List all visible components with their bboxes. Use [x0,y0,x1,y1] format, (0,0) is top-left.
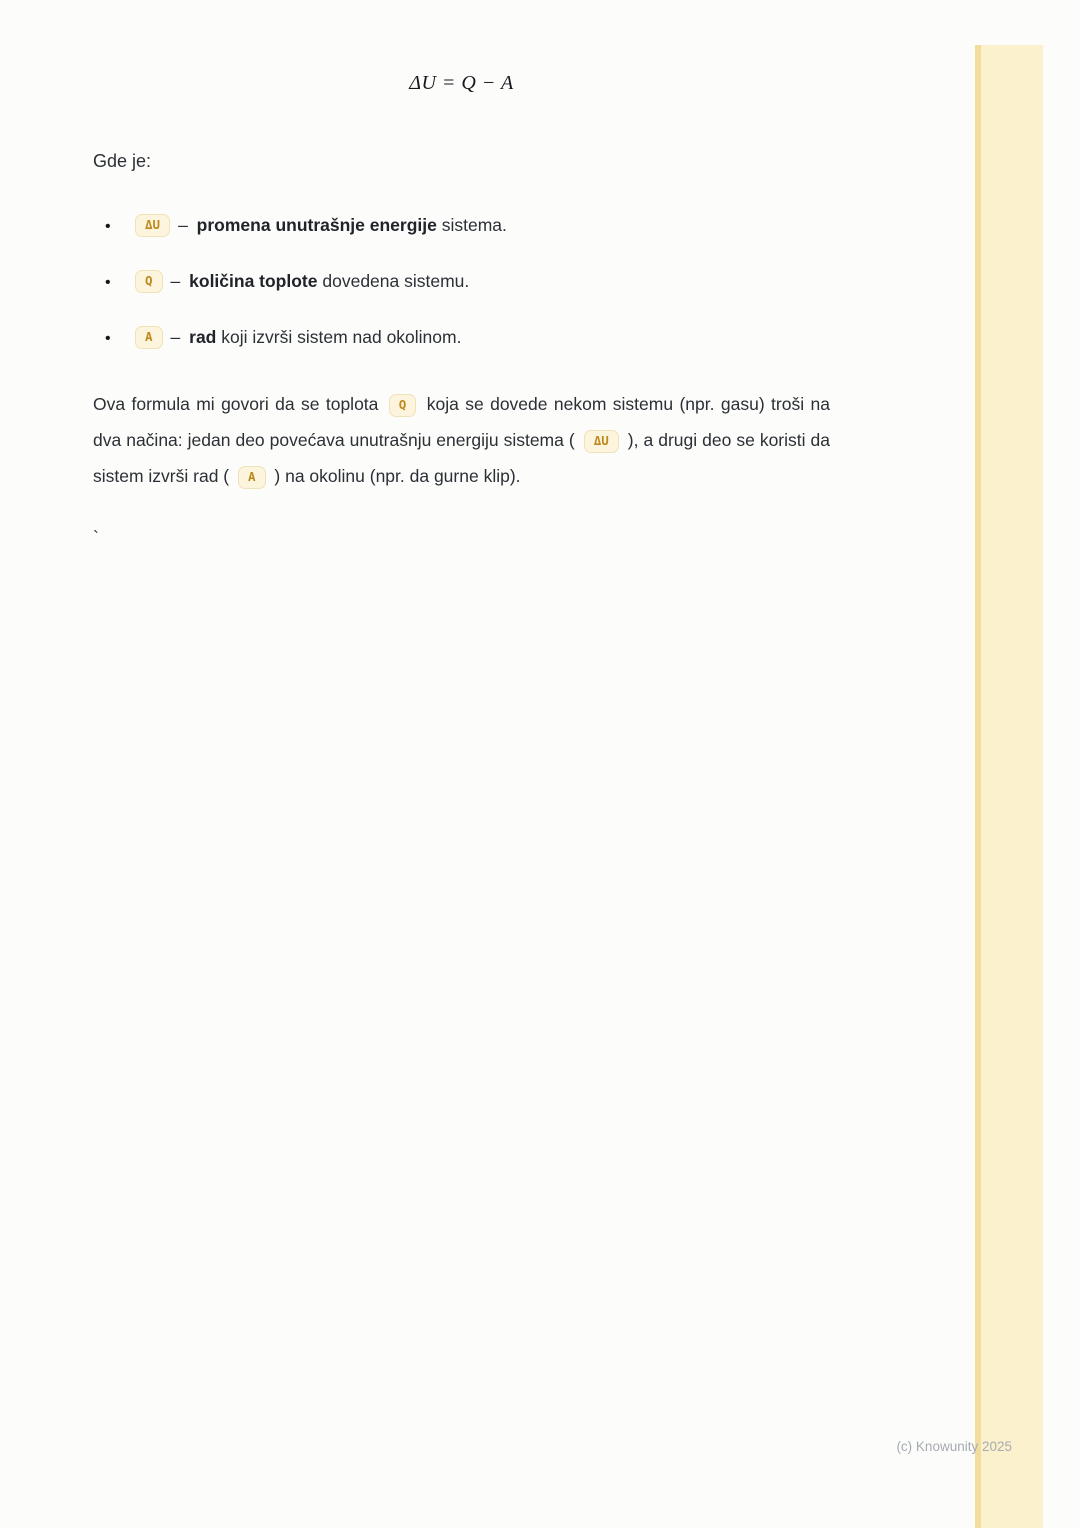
page-edge-stripe [981,45,1043,1528]
bullet-icon: • [105,274,111,291]
symbol-badge: ΔU [584,430,619,453]
term-rest: dovedena sistemu. [322,271,470,291]
dash: – [170,271,181,291]
explanation-paragraph [93,386,830,494]
dash: – [178,215,188,235]
term-rest: sistema. [441,215,507,235]
paragraph-text: ) na okolinu (npr. da gurne klip). [274,466,521,486]
paragraph-text: Ova formula mi govori da se toplota [93,394,379,414]
definition-list [93,210,830,354]
symbol-badge: A [135,326,163,349]
term-bold: rad [189,327,217,347]
symbol-badge: Q [135,270,163,293]
paragraph-text: koja se dovede nekom sistemu (npr. gasu) troši na dva načina: jedan deo povećava unutrašnju energiju sistema ( [93,394,830,450]
term-rest: koji izvrši sistem nad okolinom. [221,327,462,347]
symbol-badge: A [238,466,266,489]
formula: ΔU = Q − A [409,72,514,94]
copyright: (c) Knowunity 2025 [896,1439,1012,1454]
symbol-badge: Q [389,394,417,417]
bullet-icon: • [105,330,111,347]
stray-backtick: ` [93,528,99,548]
term-bold: količina toplote [189,271,318,291]
symbol-badge: ΔU [135,214,170,237]
dash: – [170,327,181,347]
term-bold: promena unutrašnje energije [196,215,437,235]
list-item [105,322,830,354]
paragraph-text: ), a drugi deo se koristi da sistem izvrši rad ( [93,430,830,486]
bullet-icon: • [105,218,111,235]
list-item [105,210,830,242]
intro-text: Gde je: [93,151,152,171]
content-column [93,0,830,549]
list-item [105,266,830,298]
